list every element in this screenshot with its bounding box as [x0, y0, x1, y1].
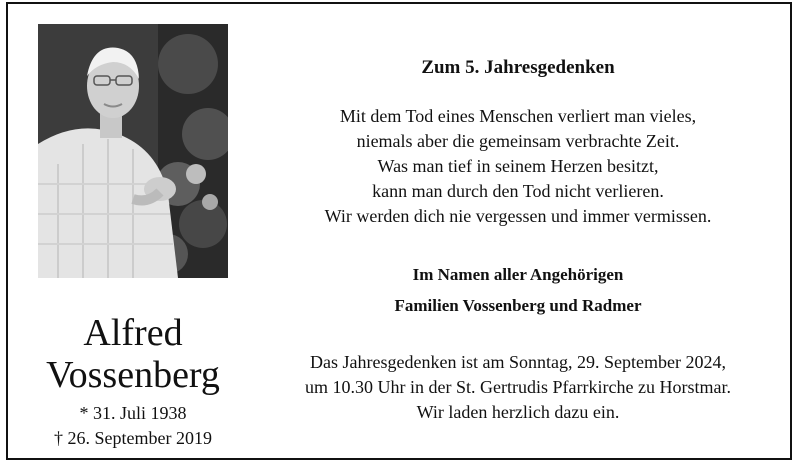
poem-line: kann man durch den Tod nicht verlieren. — [372, 181, 664, 201]
poem-line: Wir werden dich nie vergessen und immer vermissen. — [324, 206, 712, 226]
portrait-photo — [38, 24, 228, 278]
birth-date: * 31. Juli 1938 — [79, 403, 187, 423]
signature-line-2: Familien Vossenberg und Radmer — [394, 296, 642, 315]
notice-heading: Zum 5. Jahresgedenken — [421, 57, 615, 78]
info-line: um 10.30 Uhr in der St. Gertrudis Pfarrkirche zu Horstmar. — [305, 377, 731, 397]
service-info — [268, 350, 768, 425]
portrait-photo-image — [38, 24, 228, 278]
death-date: † 26. September 2019 — [54, 428, 212, 448]
signature-line-1: Im Namen aller Angehörigen — [412, 265, 624, 284]
poem-line: Was man tief in seinem Herzen besitzt, — [377, 156, 659, 176]
memorial-card — [6, 2, 792, 460]
deceased-last-name: Vossenberg — [46, 354, 220, 396]
memorial-poem — [268, 104, 768, 229]
poem-line: Mit dem Tod eines Menschen verliert man vieles, — [339, 106, 697, 126]
info-line: Das Jahresgedenken ist am Sonntag, 29. September 2024, — [310, 352, 726, 372]
poem-line: niemals aber die gemeinsam verbrachte Zeit. — [356, 131, 680, 151]
deceased-first-name: Alfred — [83, 312, 183, 354]
info-line: Wir laden herzlich dazu ein. — [416, 402, 620, 422]
